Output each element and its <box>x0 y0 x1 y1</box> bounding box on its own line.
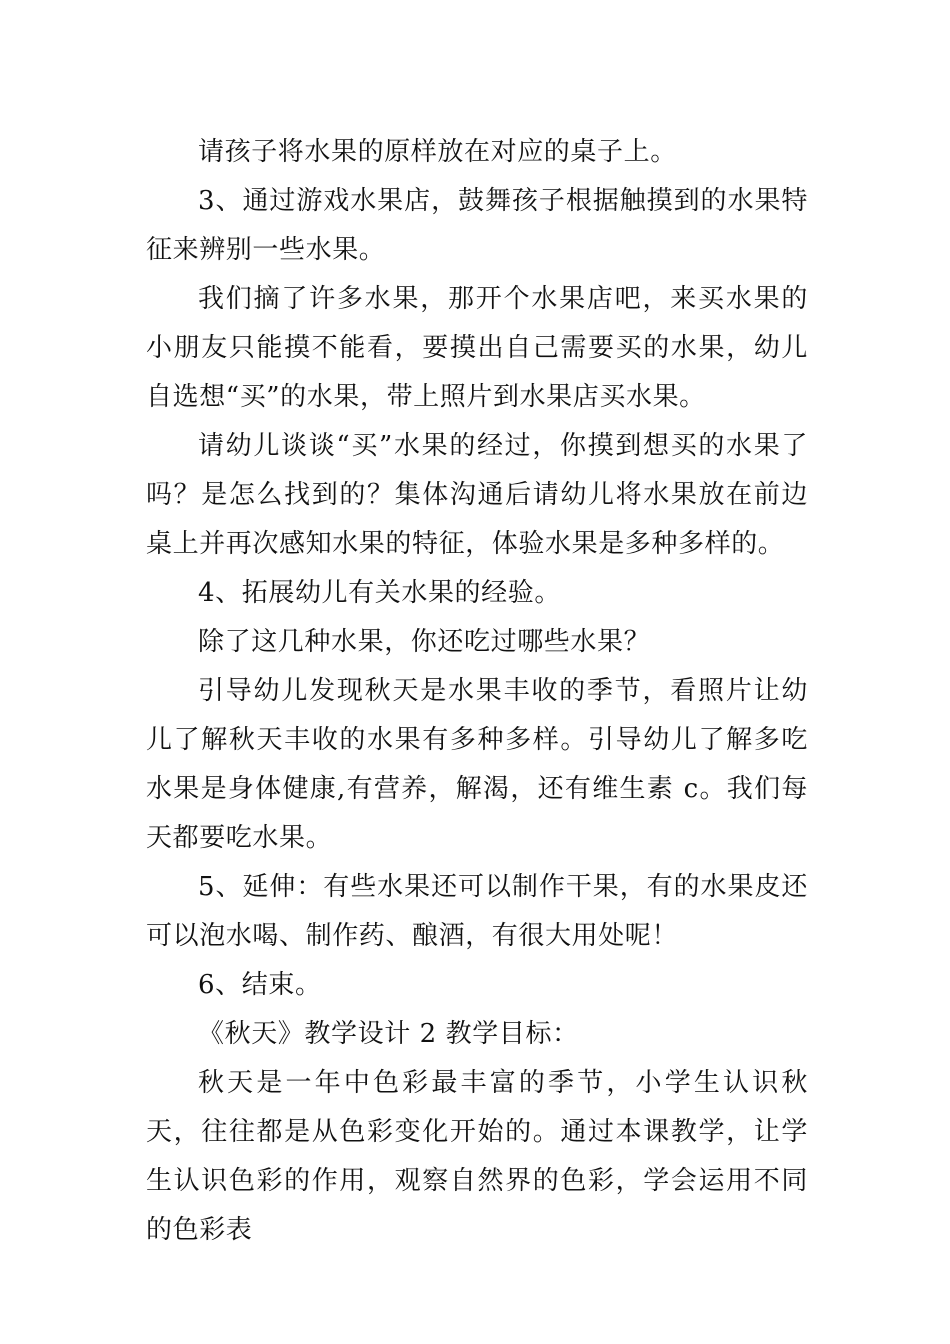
paragraph-step-4: 4、拓展幼儿有关水果的经验。 <box>198 578 561 608</box>
paragraph-step-3: 3、通过游戏水果店，鼓舞孩子根据触摸到的水果特征来辨别一些水果。 <box>146 186 808 265</box>
section-heading-teaching-design-2: 《秋天》教学设计 2 教学目标： <box>198 1019 579 1049</box>
paragraph-other-fruits: 除了这几种水果，你还吃过哪些水果？ <box>198 627 651 657</box>
document-body <box>146 128 808 1255</box>
paragraph-step-5-extension: 5、延伸：有些水果还可以制作干果，有的水果皮还可以泡水喝、制作药、酿酒，有很大用处呢！ <box>146 872 808 951</box>
paragraph-step-6-end: 6、结束。 <box>198 970 322 1000</box>
paragraph-fruit-placement: 请孩子将水果的原样放在对应的桌子上。 <box>198 137 677 167</box>
paragraph-autumn-harvest: 引导幼儿发现秋天是水果丰收的季节，看照片让幼儿了解秋天丰收的水果有多种多样。引导幼儿了解多吃水果是身体健康,有营养，解渴，还有维生素 c。我们每天都要吃水果。 <box>146 676 808 853</box>
paragraph-fruit-shop: 我们摘了许多水果，那开个水果店吧，来买水果的小朋友只能摸不能看，要摸出自己需要买的水果，幼儿自选想“买”的水果，带上照片到水果店买水果。 <box>146 284 808 412</box>
paragraph-autumn-colors: 秋天是一年中色彩最丰富的季节，小学生认识秋天，往往都是从色彩变化开始的。通过本课教学，让学生认识色彩的作用，观察自然界的色彩，学会运用不同的色彩表 <box>146 1068 808 1245</box>
paragraph-buying-experience: 请幼儿谈谈“买”水果的经过，你摸到想买的水果了吗？是怎么找到的？集体沟通后请幼儿将水果放在前边桌上并再次感知水果的特征，体验水果是多种多样的。 <box>146 431 808 559</box>
